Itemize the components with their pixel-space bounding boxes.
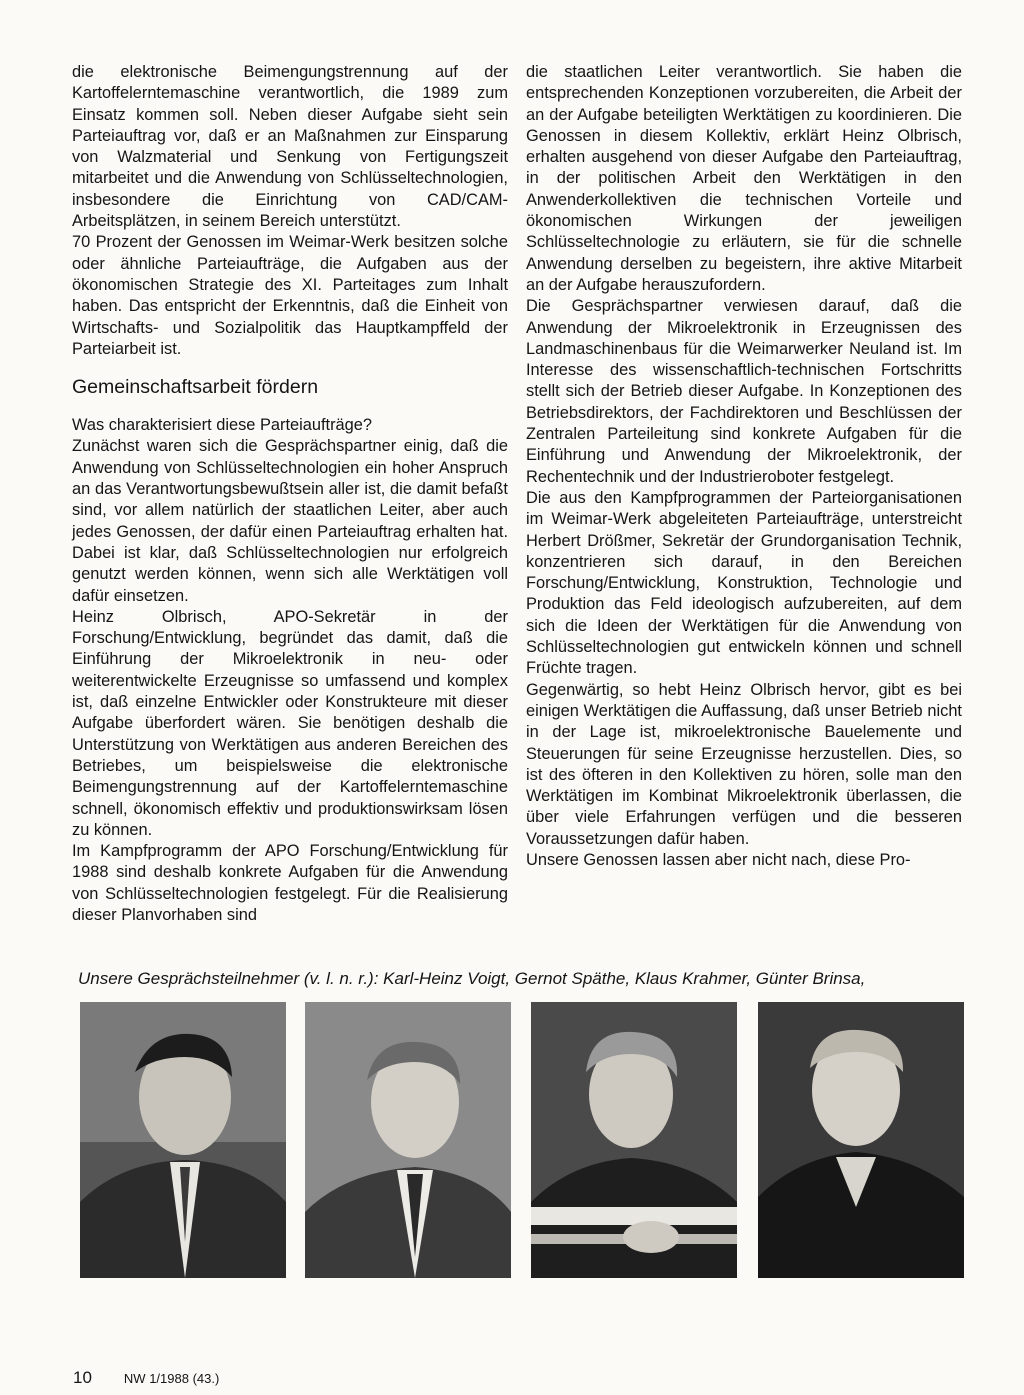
portrait-photo-2 xyxy=(305,1002,511,1278)
paragraph: Zunächst waren sich die Gesprächspartner einig, daß die Anwendung von Schlüsseltechnologien ein hoher Anspruch an das Verantwortungsbewußtsein aller ist, die damit befaßt sind, vor allem natürlich der staatlichen Leiter, aber auch jedes Genossen, der dafür einen Parteiauftrag erhalten hat. Dabei ist klar, daß Schlüsseltechnologien nur erfolgreich genutzt werden können, wenn sich alle Werktätigen voll dafür einsetzen. xyxy=(72,437,508,605)
paragraph: die staatlichen Leiter verantwortlich. Sie haben die entsprechenden Konzeptionen vorzubereiten, die Arbeit der an der Aufgabe beteiligten Werktätigen zu koordinieren. Die Genossen in diesem Kollektiv, erklärt Heinz Olbrisch, erhalten ausgehend von dieser Aufgabe den Parteiauftrag, in der politischen Arbeit den Werktätigen in den Anwenderkollektiven die technischen Vorteile und ökonomischen Wirkungen der jeweiligen Schlüsseltechnologie zu erläutern, sie für die schnelle Anwendung derselben zu begeistern, ihre aktive Mitarbeit an der Aufgabe herauszufordern. xyxy=(526,63,962,294)
section-heading: Gemeinschaftsarbeit fördern xyxy=(72,376,319,399)
portrait-photo-1 xyxy=(80,1002,286,1278)
portrait-image xyxy=(80,1002,286,1278)
right-column xyxy=(526,62,962,871)
portrait-image xyxy=(531,1002,737,1278)
page-number: 10 xyxy=(73,1368,92,1387)
paragraph: Gegenwärtig, so hebt Heinz Olbrisch hervor, gibt es bei einigen Werktätigen die Auffassung, daß unser Betrieb nicht in der Lage ist, mikroelektronische Bauelemente und Steuerungen für seine Erzeugnisse herzustellen. Dies, so ist des öfteren in den Kollektiven zu hören, solle man den Werktätigen im Kombinat Mikroelektronik überlassen, die über viele Erfahrungen verfügen und die besseren Voraussetzungen dafür haben. xyxy=(526,680,962,848)
portrait-photo-3 xyxy=(531,1002,737,1278)
left-column xyxy=(72,62,508,926)
paragraph: Die Gesprächspartner verwiesen darauf, daß die Anwendung der Mikroelektronik in Erzeugnissen des Landmaschinenbaus für die Weimarwerker Neuland ist. Im Interesse des wissenschaftlich-technischen Fortschritts stellt sich der Betrieb dieser Aufgabe. In Konzeptionen des Betriebsdirektors, der Fachdirektoren und Beschlüssen der Zentralen Parteileitung sind konkrete Aufgaben für die Einführung und Anwendung der Mikroelektronik, der Rechentechnik und der Industrieroboter festgelegt. xyxy=(526,297,962,486)
paragraph: Heinz Olbrisch, APO-Sekretär in der Forschung/Entwicklung, begründet das damit, daß die Einführung der Mikroelektronik in neu- oder weiterentwickelte Erzeugnisse so umfassend und komplex ist, daß einzelne Entwickler oder Konstrukteure mit dieser Aufgabe überfordert wären. Sie benötigen deshalb die Unterstützung von Werktätigen aus anderen Bereichen des Betriebes, um beispielsweise die elektronische Beimengungstrennung auf der Kartoffelerntemaschine schnell, ökonomisch effektiv und produktionswirksam lösen zu können. xyxy=(72,607,508,839)
paragraph: Im Kampfprogramm der APO Forschung/Entwicklung für 1988 sind deshalb konkrete Aufgaben für die Anwendung von Schlüsseltechnologien festgelegt. Für die Realisierung dieser Planvorhaben sind xyxy=(72,842,508,924)
issue-label: NW 1/1988 (43.) xyxy=(123,1371,220,1386)
paragraph: die elektronische Beimengungstrennung auf der Kartoffelerntemaschine verantwortlich, die 1989 zum Einsatz kommen soll. Neben dieser Aufgabe sieht sein Parteiauftrag vor, daß er an Maßnahmen zur Einsparung von Walzmaterial und Senkung von Fertigungszeit mitarbeitet und die Anwendung von Schlüsseltechnologien, insbesondere die Einrichtung von CAD/CAM-Arbeitsplätzen, in seinem Bereich unterstützt. xyxy=(72,63,508,231)
paragraph: Unsere Genossen lassen aber nicht nach, diese Pro- xyxy=(526,850,911,869)
portrait-image xyxy=(758,1002,964,1278)
paragraph: Die aus den Kampfprogrammen der Parteiorganisationen im Weimar-Werk abgeleiteten Parteiaufträge, unterstreicht Herbert Drößmer, Sekretär der Grundorganisation Technik, konzentrieren sich darauf, in den Bereichen Forschung/Entwicklung, Konstruktion, Technologie und Produktion das Feld ideologisch aufzubereiten, auf dem sich die Ideen der Werktätigen für die Anwendung von Schlüsseltechnologien gut entwickeln können und schnell Früchte tragen. xyxy=(526,488,962,678)
photo-caption: Unsere Gesprächsteilnehmer (v. l. n. r.): Karl-Heinz Voigt, Gernot Späthe, Klaus Krahmer, Günter Brinsa, xyxy=(78,969,866,988)
paragraph: 70 Prozent der Genossen im Weimar-Werk besitzen solche oder ähnliche Parteiaufträge, die Aufgaben aus der ökonomischen Strategie des XI. Parteitages zum Inhalt haben. Das entspricht der Erkenntnis, daß die Einheit von Wirtschafts- und Sozialpolitik das Hauptkampffeld der Parteiarbeit ist. xyxy=(72,233,508,358)
portrait-image xyxy=(305,1002,511,1278)
paragraph: Was charakterisiert diese Parteiaufträge? xyxy=(72,416,373,435)
page-footer xyxy=(73,1368,219,1388)
portrait-photo-4 xyxy=(758,1002,964,1278)
